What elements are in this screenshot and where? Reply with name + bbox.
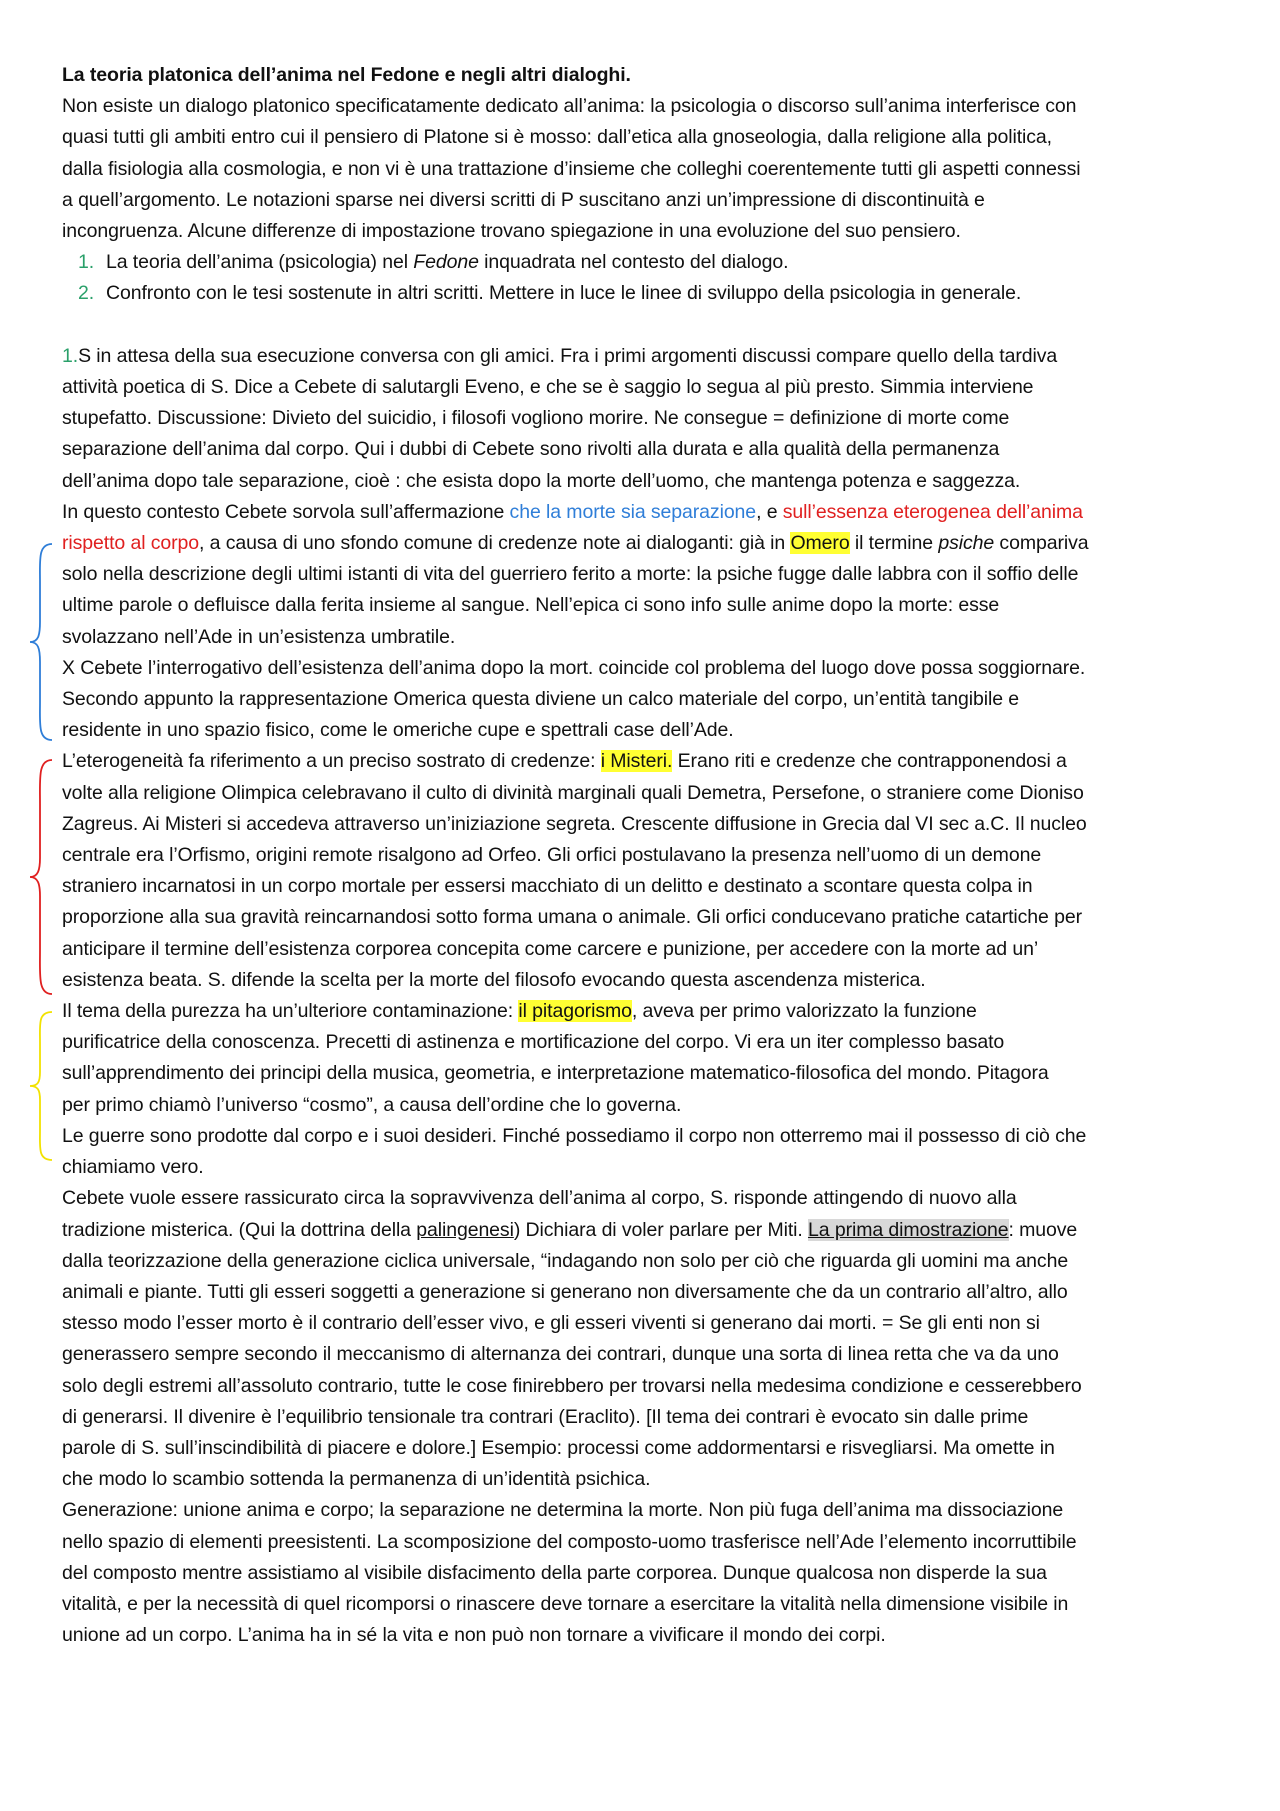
- text-line: incongruenza. Alcune differenze di impostazione trovano spiegazione in una evoluzione del suo pensiero.: [62, 220, 961, 243]
- text-line: unione ad un corpo. L’anima ha in sé la vita e non può non tornare a vivificare il mondo dei corpi.: [62, 1624, 886, 1647]
- text-span: compariva: [994, 532, 1089, 555]
- text-line: Zagreus. Ai Misteri si accedeva attraverso un’iniziazione segreta. Crescente diffusione in Grecia dal VI sec a.C. Il nucleo: [62, 812, 1087, 835]
- text-line: solo nella descrizione degli ultimi istanti di vita del guerriero ferito a morte: la psiche fugge dalle labbra con il soffio delle: [62, 563, 1079, 586]
- text-line: dell’anima dopo tale separazione, cioè : che esista dopo la morte dell’uomo, che mantenga potenza e saggezza.: [62, 469, 1021, 492]
- text-line: [62, 341, 1222, 372]
- text-line: [62, 497, 1222, 528]
- red-brace-icon: [28, 758, 58, 996]
- text-line: chiamiamo vero.: [62, 1156, 204, 1179]
- section-misteri: [62, 746, 1222, 996]
- text-line: generassero sempre secondo il meccanismo di alternanza dei contrari, dunque una sorta di linea retta che va da uno: [62, 1343, 1059, 1366]
- text-line: stesso modo l’esser morto è il contrario dell’esser vivo, e gli esseri viventi si generano dai morti. = Se gli enti non si: [62, 1312, 1040, 1335]
- list-text: La teoria dell’anima (psicologia) nel: [106, 251, 414, 274]
- text-line: stupefatto. Discussione: Divieto del suicidio, i filosofi vogliono morire. Ne consegue = definizione di morte come: [62, 407, 1010, 430]
- italic-text: psiche: [938, 532, 995, 555]
- list-text: inquadrata nel contesto del dialogo.: [478, 251, 789, 274]
- highlighted-text: Omero: [790, 532, 850, 555]
- text-span: Il tema della purezza ha un’ulteriore contaminazione:: [62, 1000, 519, 1023]
- text-line: residente in uno spazio fisico, come le omeriche cupe e spettrali case dell’Ade.: [62, 719, 734, 742]
- red-text: sull’essenza eterogenea dell’anima: [782, 500, 1083, 523]
- text-line: svolazzano nell’Ade in un’esistenza umbratile.: [62, 625, 456, 648]
- text-span: Erano riti e credenze che contrapponendosi a: [672, 750, 1067, 773]
- text-span: , e: [756, 500, 783, 523]
- list-text: Confronto con le tesi sostenute in altri scritti. Mettere in luce le linee di sviluppo della psicologia in generale.: [106, 282, 1022, 305]
- text-line: solo degli estremi all’assoluto contrario, tutte le cose finirebbero per trovarsi nella medesima condizione e cesserebbero: [62, 1374, 1082, 1397]
- text-line: parole di S. sull’inscindibilità di piacere e dolore.] Esempio: processi come addormentarsi e risvegliarsi. Ma omette in: [62, 1436, 1055, 1459]
- list-item: [62, 247, 1222, 278]
- text-line: Cebete vuole essere rassicurato circa la sopravvivenza dell’anima al corpo, S. risponde attingendo di nuovo alla: [62, 1187, 1017, 1210]
- blue-brace-icon: [28, 542, 58, 742]
- text-span: , a causa di uno sfondo comune di credenze note ai dialoganti: già in: [199, 532, 791, 555]
- text-span: il termine: [849, 532, 939, 555]
- underlined-text: palingenesi: [416, 1218, 514, 1241]
- text-line: [62, 1215, 1222, 1246]
- text-line: di generarsi. Il divenire è l’equilibrio tensionale tra contrari (Eraclito). [Il tema dei contrari è evocato sin dalle prime: [62, 1405, 1029, 1428]
- text-line: che modo lo scambio sottenda la permanenza di un’identità psichica.: [62, 1468, 651, 1491]
- text-line: nello spazio di elementi preesistenti. La scomposizione del composto-uomo trasferisce nell’Ade l’elemento incorruttibile: [62, 1530, 1077, 1553]
- text-line: per primo chiamò l’universo “cosmo”, a causa dell’ordine che lo governa.: [62, 1093, 682, 1116]
- text-line: a quell’argomento. Le notazioni sparse nei diversi scritti di P suscitano anzi un’impressione di discontinuità e: [62, 188, 985, 211]
- text-span: : muove: [1008, 1218, 1078, 1241]
- text-line: X Cebete l’interrogativo dell’esistenza dell’anima dopo la mort. coincide col problema del luogo dove possa soggiornare.: [62, 656, 1086, 679]
- numbered-list: [62, 247, 1222, 309]
- text-line: dalla fisiologia alla cosmologia, e non vi è una trattazione d’insieme che colleghi coerentemente tutti gli aspetti connessi: [62, 157, 1081, 180]
- section-number: 1.: [62, 344, 79, 367]
- list-item: [62, 278, 1222, 309]
- text-span: S in attesa della sua esecuzione conversa con gli amici. Fra i primi argomenti discussi compare quello della tardiva: [78, 344, 1058, 367]
- text-line: esistenza beata. S. difende la scelta per la morte del filosofo evocando questa ascendenza misterica.: [62, 968, 926, 991]
- text-line: centrale era l’Orfismo, origini remote risalgono ad Orfeo. Gli orfici postulavano la presenza nell’uomo di un demone: [62, 844, 1042, 867]
- highlighted-text: i Misteri.: [600, 750, 673, 773]
- text-span: In questo contesto Cebete sorvola sull’affermazione: [62, 500, 510, 523]
- text-line: [62, 996, 1222, 1027]
- text-line: ultime parole o defluisce dalla ferita insieme al sangue. Nell’epica ci sono info sulle anime dopo la morte: esse: [62, 594, 1000, 617]
- text-line: anticipare il termine dell’esistenza corporea concepita come carcere e punizione, per accedere con la morte ad un’: [62, 937, 1039, 960]
- text-line: Generazione: unione anima e corpo; la separazione ne determina la morte. Non più fuga dell’anima ma dissociazione: [62, 1499, 1064, 1522]
- section-pitagorismo: [62, 996, 1222, 1214]
- document-page: [62, 60, 1222, 1651]
- section-dimostrazione: [62, 1215, 1222, 1652]
- text-line: proporzione alla sua gravità reincarnandosi sotto forma umana o animale. Gli orfici conducevano pratiche catartiche per: [62, 906, 1082, 929]
- text-line: separazione dell’anima dal corpo. Qui i dubbi di Cebete sono rivolti alla durata e alla qualità della permanenza: [62, 438, 1000, 461]
- text-line: dalla teorizzazione della generazione ciclica universale, “indagando non solo per ciò che riguarda gli uomini ma anche: [62, 1249, 1069, 1272]
- text-line: quasi tutti gli ambiti entro cui il pensiero di Platone si è mosso: dall’etica alla gnoseologia, dalla religione alla politica,: [62, 126, 1052, 149]
- text-line: [62, 528, 1222, 559]
- section-one: [62, 341, 1222, 747]
- text-line: Le guerre sono prodotte dal corpo e i suoi desideri. Finché possediamo il corpo non otterremo mai il possesso di ciò che: [62, 1124, 1087, 1147]
- text-line: straniero incarnatosi in un corpo mortale per essersi macchiato di un delitto e destinato a scontare questa colpa in: [62, 875, 1033, 898]
- text-span: tradizione misterica. (Qui la dottrina della: [62, 1218, 417, 1241]
- yellow-brace-icon: [28, 1010, 58, 1162]
- text-line: volte alla religione Olimpica celebravano il culto di divinità marginali quali Demetra, Persefone, o straniere come Dioniso: [62, 781, 1084, 804]
- list-text-italic: Fedone: [413, 251, 479, 274]
- intro-paragraph: [62, 91, 1222, 247]
- blue-text: che la morte sia separazione: [509, 500, 757, 523]
- red-text: rispetto al corpo: [62, 532, 200, 555]
- highlighted-text: il pitagorismo: [518, 1000, 632, 1023]
- spacer: [62, 310, 1222, 341]
- text-span: , aveva per primo valorizzato la funzione: [631, 1000, 977, 1023]
- text-line: del composto mentre assistiamo al visibile disfacimento della parte corporea. Dunque qualcosa non disperde la sua: [62, 1561, 1047, 1584]
- text-line: attività poetica di S. Dice a Cebete di salutargli Eveno, e che se è saggio lo segua al più presto. Simmia interviene: [62, 376, 1034, 399]
- text-line: Non esiste un dialogo platonico specificatamente dedicato all’anima: la psicologia o discorso sull’anima interferisce con: [62, 95, 1077, 118]
- text-line: animali e piante. Tutti gli esseri soggetti a generazione si generano non diversamente che da un contrario all’altro, allo: [62, 1280, 1068, 1303]
- text-span: L’eterogeneità fa riferimento a un preciso sostrato di credenze:: [62, 750, 601, 773]
- list-number: 2.: [78, 282, 95, 305]
- text-line: [62, 746, 1222, 777]
- text-line: sull’apprendimento dei principi della musica, geometria, e interpretazione matematico-filosofica del mondo. Pitagora: [62, 1062, 1049, 1085]
- highlighted-underlined-text: La prima dimostrazione: [808, 1218, 1009, 1241]
- doc-title: La teoria platonica dell’anima nel Fedone e negli altri dialoghi.: [62, 64, 631, 86]
- text-line: purificatrice della conoscenza. Precetti di astinenza e mortificazione del corpo. Vi era un iter complesso basato: [62, 1031, 1005, 1054]
- text-span: ) Dichiara di voler parlare per Miti.: [513, 1218, 809, 1241]
- text-line: Secondo appunto la rappresentazione Omerica questa diviene un calco materiale del corpo, un’entità tangibile e: [62, 688, 1020, 711]
- text-line: vitalità, e per la necessità di quel ricomporsi o rinascere deve tornare a esercitare la vitalità nella dimensione visibile in: [62, 1592, 1069, 1615]
- list-number: 1.: [78, 251, 95, 274]
